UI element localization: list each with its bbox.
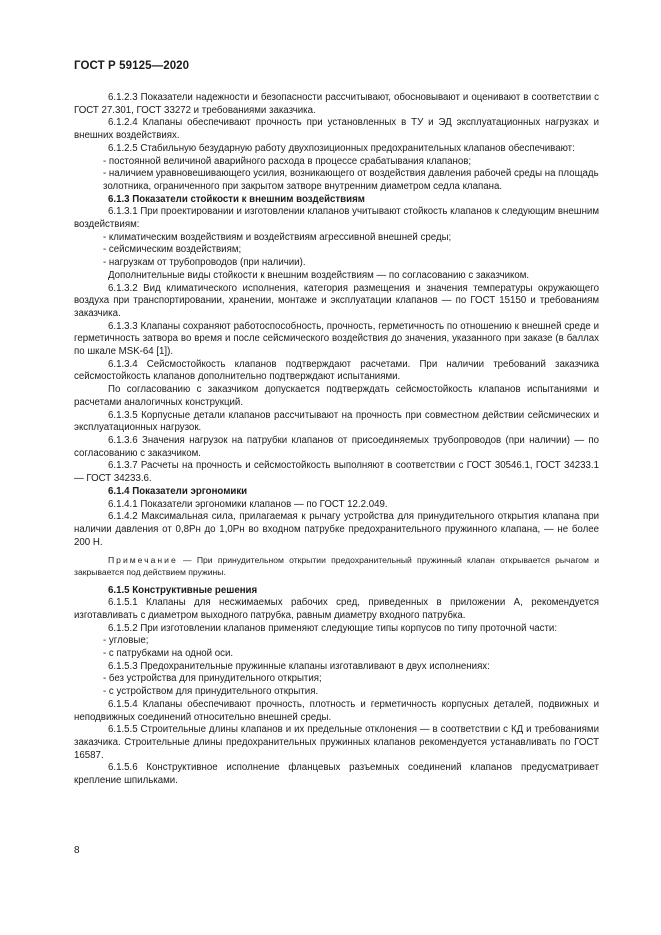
section-heading: 6.1.3 Показатели стойкости к внешним воздействиям <box>108 193 365 205</box>
list-item: - нагрузкам от трубопроводов (при наличии). <box>103 257 306 269</box>
list-item: - без устройства для принудительного открытия; <box>103 673 322 685</box>
list-item: - климатическим воздействиям и воздействиям агрессивной внешней среды; <box>103 231 452 243</box>
page-number: 8 <box>74 845 80 856</box>
paragraph: 6.1.5.4 Клапаны обеспечивают прочность, плотность и герметичность корпусных деталей, подвижных и неподвижных соединений относительно внешней среды. <box>74 698 599 723</box>
paragraph: 6.1.5.3 Предохранительные пружинные клапаны изготавливают в двух исполнениях: <box>108 660 490 672</box>
paragraph: 6.1.3.4 Сейсмостойкость клапанов подтверждают расчетами. При наличии требований заказчика сейсмостойкость клапанов дополнительно подтверждают испытаниями. <box>74 358 599 383</box>
paragraph: 6.1.5.6 Конструктивное исполнение фланцевых разъемных соединений клапанов предусматривает крепление шпильками. <box>74 762 599 787</box>
paragraph: 6.1.5.5 Строительные длины клапанов и их предельные отклонения — в соответствии с КД и требованиями заказчика. Строительные длины предохранительных пружинных клапанов рекомендуется устанавливать по ГОСТ 16587. <box>74 724 599 761</box>
list-item: - с патрубками на одной оси. <box>103 648 234 660</box>
paragraph: 6.1.2.5 Стабильную безударную работу двухпозиционных предохранительных клапанов обеспечивают: <box>108 142 575 154</box>
list-item: - с устройством для принудительного открытия. <box>103 686 319 698</box>
document-header: ГОСТ Р 59125—2020 <box>74 60 190 72</box>
paragraph: 6.1.5.1 Клапаны для несжимаемых рабочих сред, приведенных в приложении А, рекомендуется изготавливать с диаметром выходного патрубка, равным диаметру входного патрубка. <box>74 597 599 621</box>
document-body <box>74 92 599 788</box>
list-item: - угловые; <box>103 635 149 647</box>
note-text: — При принудительном открытии предохранительный пружинный клапан открывается рычагом и закрывается под действием пружины. <box>74 555 599 577</box>
paragraph: 6.1.5.2 При изготовлении клапанов применяют следующие типы корпусов по типу проточной части: <box>108 622 558 634</box>
list-item: - постоянной величиной аварийного расхода в процессе срабатывания клапанов; <box>103 155 472 167</box>
paragraph: 6.1.3.6 Значения нагрузок на патрубки клапанов от присоединяемых трубопроводов (при наличии) — по согласованию с заказчиком. <box>74 434 599 459</box>
paragraph: 6.1.4.2 Максимальная сила, прилагаемая к рычагу устройства для принудительного открытия клапана при наличии давления от 0,8Pн до 1,0Pн во входном патрубке предохранительного пружинного клапана, — не более 200 Н. <box>74 511 599 548</box>
note <box>74 555 599 578</box>
paragraph: По согласованию с заказчиком допускается подтверждать сейсмостойкость клапанов испытаниями и расчетами аналогичных конструкций. <box>74 384 599 408</box>
paragraph: 6.1.2.3 Показатели надежности и безопасности рассчитывают, обосновывают и оценивают в соответствии с ГОСТ 27.301, ГОСТ 33272 и требованиями заказчика. <box>74 92 599 116</box>
paragraph: 6.1.4.1 Показатели эргономики клапанов — по ГОСТ 12.2.049. <box>108 498 388 510</box>
paragraph: 6.1.3.7 Расчеты на прочность и сейсмостойкость выполняют в соответствии с ГОСТ 30546.1, ГОСТ 34233.1 — ГОСТ 34233.6. <box>74 460 599 485</box>
list-item: - сейсмическим воздействиям; <box>103 244 242 256</box>
paragraph: 6.1.3.2 Вид климатического исполнения, категория размещения и значения температуры окружающего воздуха при транспортировании, хранении, монтаже и эксплуатации клапанов — по ГОСТ 15150 и требованиям заказчика. <box>74 282 599 319</box>
section-heading: 6.1.4 Показатели эргономики <box>108 485 248 497</box>
section-heading: 6.1.5 Конструктивные решения <box>108 584 258 596</box>
paragraph: 6.1.2.4 Клапаны обеспечивают прочность при установленных в ТУ и ЭД эксплуатационных нагрузках и внешних воздействиях. <box>74 117 599 142</box>
paragraph: 6.1.3.3 Клапаны сохраняют работоспособность, прочность, герметичность по отношению к внешней среде и герметичность затвора во время и после сейсмического воздействия до значения, указанного при заказе (в баллах по шкале MSK-64 [1]). <box>74 320 599 358</box>
paragraph: 6.1.3.1 При проектировании и изготовлении клапанов учитывают стойкость клапанов к следующим внешним воздействиям: <box>74 206 599 231</box>
list-item: - наличием уравновешивающего усилия, возникающего от воздействия давления рабочей среды на площадь золотника, ограниченного при закрытом затворе внутренним диаметром седла клапана. <box>103 168 599 192</box>
note-label: Примечание <box>108 555 178 566</box>
paragraph: Дополнительные виды стойкости к внешним воздействиям — по согласованию с заказчиком. <box>108 269 530 281</box>
paragraph: 6.1.3.5 Корпусные детали клапанов рассчитывают на прочность при совместном действии сейсмических и эксплуатационных нагрузок. <box>74 409 599 434</box>
